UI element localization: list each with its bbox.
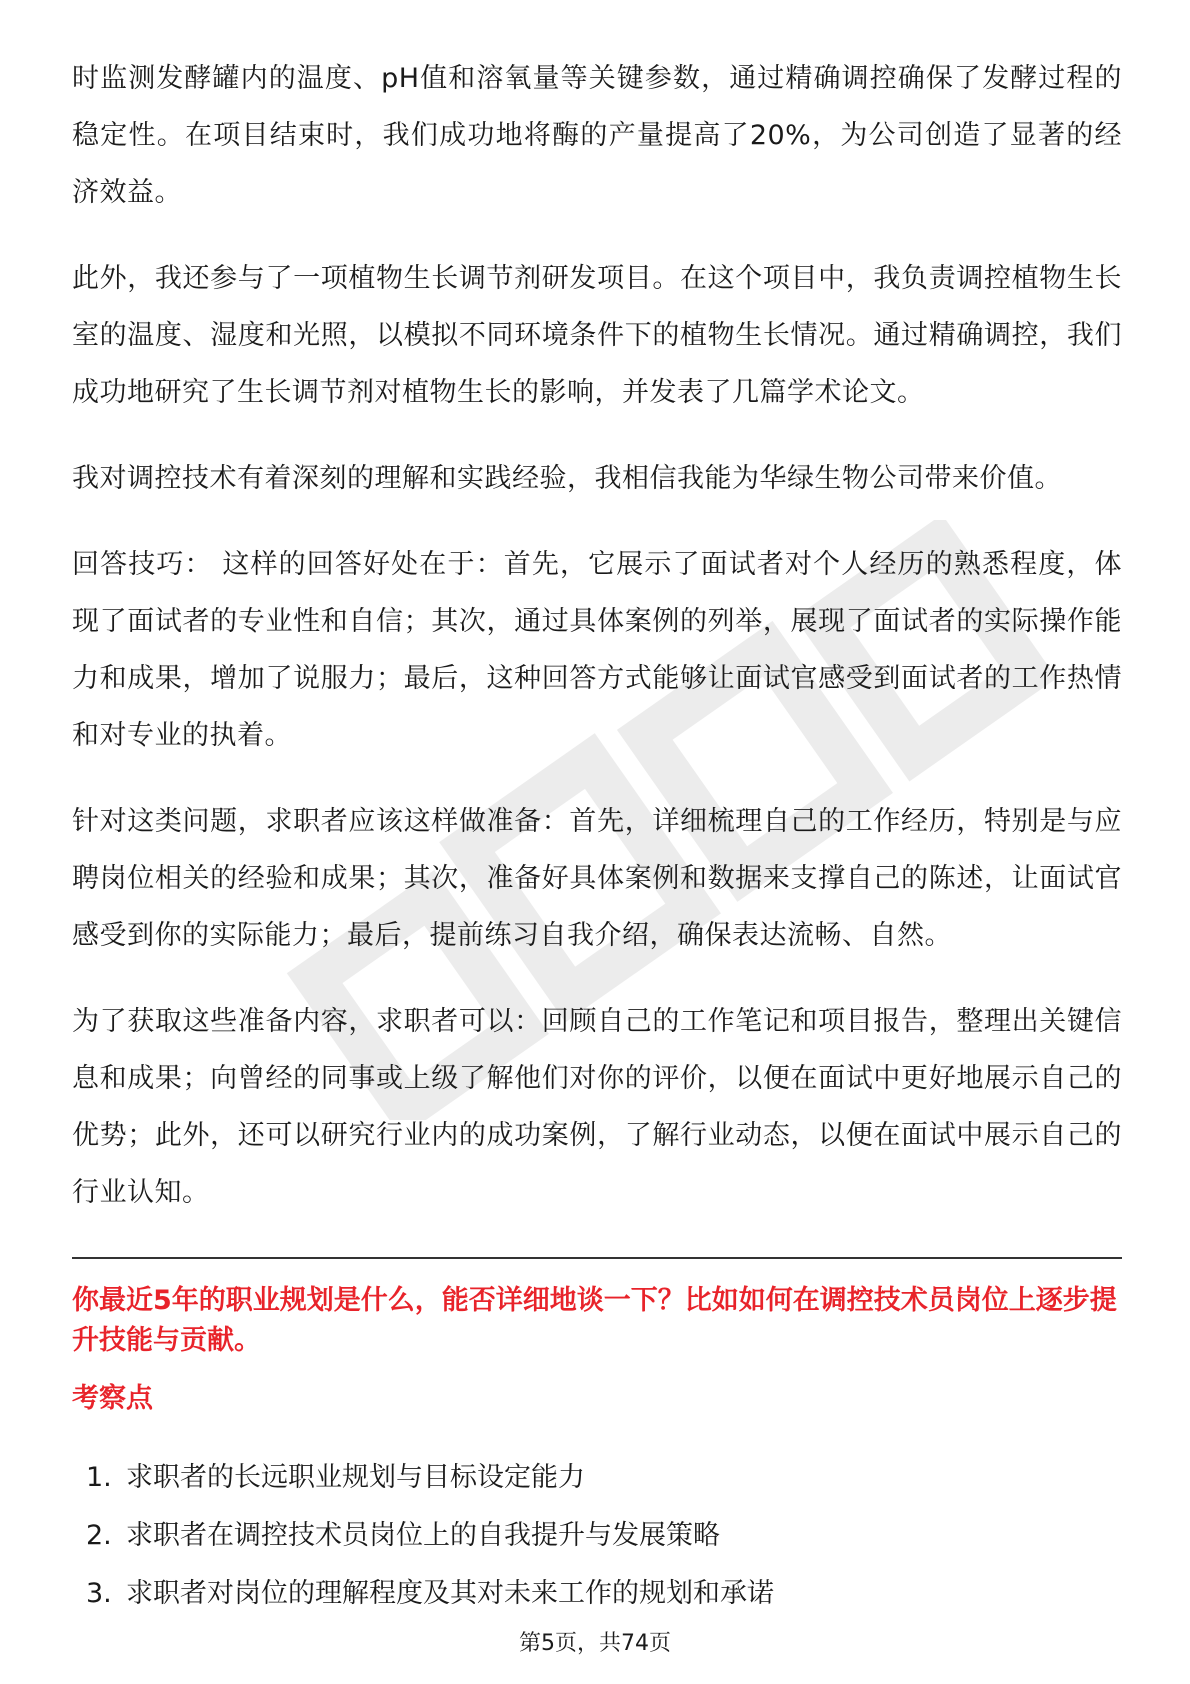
page-number: 第5页，共74页 xyxy=(519,1631,671,1656)
preparation-paragraph: 针对这类问题，求职者应该这样做准备：首先，详细梳理自己的工作经历，特别是与应聘岗位相关的经验和成果；其次，准备好具体案例和数据来支撑自己的陈述，让面试官感受到你的实际能力；最后，提前练习自我介绍，确保表达流畅、自然。 xyxy=(72,806,1122,951)
interview-question: 你最近5年的职业规划是什么，能否详细地谈一下？比如如何在调控技术员岗位上逐步提升技能与贡献。 xyxy=(72,1285,1117,1356)
document-page xyxy=(72,50,1122,1623)
list-item-text: 求职者对岗位的理解程度及其对未来工作的规划和承诺 xyxy=(126,1578,774,1609)
body-paragraph: 时监测发酵罐内的温度、pH值和溶氧量等关键参数，通过精确调控确保了发酵过程的稳定性。在项目结束时，我们成功地将酶的产量提高了20%，为公司创造了显著的经济效益。 xyxy=(72,63,1122,208)
list-item-text: 求职者的长远职业规划与目标设定能力 xyxy=(126,1462,585,1493)
list-item xyxy=(86,1449,1122,1507)
list-item-text: 求职者在调控技术员岗位上的自我提升与发展策略 xyxy=(126,1520,720,1551)
list-number: 1. xyxy=(86,1462,112,1493)
body-paragraph: 此外，我还参与了一项植物生长调节剂研发项目。在这个项目中，我负责调控植物生长室的温度、湿度和光照，以模拟不同环境条件下的植物生长情况。通过精确调控，我们成功地研究了生长调节剂对植物生长的影响，并发表了几篇学术论文。 xyxy=(72,263,1122,408)
answer-tips-paragraph: 回答技巧： 这样的回答好处在于：首先，它展示了面试者对个人经历的熟悉程度，体现了面试者的专业性和自信；其次，通过具体案例的列举，展现了面试者的实际操作能力和成果，增加了说服力；最后，这种回答方式能够让面试官感受到面试者的工作热情和对专业的执着。 xyxy=(72,549,1122,751)
assessment-points-list xyxy=(72,1449,1122,1623)
list-number: 2. xyxy=(86,1520,112,1551)
list-number: 3. xyxy=(86,1578,112,1609)
list-item xyxy=(86,1507,1122,1565)
body-paragraph: 我对调控技术有着深刻的理解和实践经验，我相信我能为华绿生物公司带来价值。 xyxy=(72,463,1062,494)
section-divider xyxy=(72,1257,1122,1259)
list-item xyxy=(86,1565,1122,1623)
assessment-points-heading: 考察点 xyxy=(72,1383,153,1414)
resources-paragraph: 为了获取这些准备内容，求职者可以：回顾自己的工作笔记和项目报告，整理出关键信息和成果；向曾经的同事或上级了解他们对你的评价，以便在面试中更好地展示自己的优势；此外，还可以研究行业内的成功案例，了解行业动态，以便在面试中展示自己的行业认知。 xyxy=(72,1006,1122,1208)
